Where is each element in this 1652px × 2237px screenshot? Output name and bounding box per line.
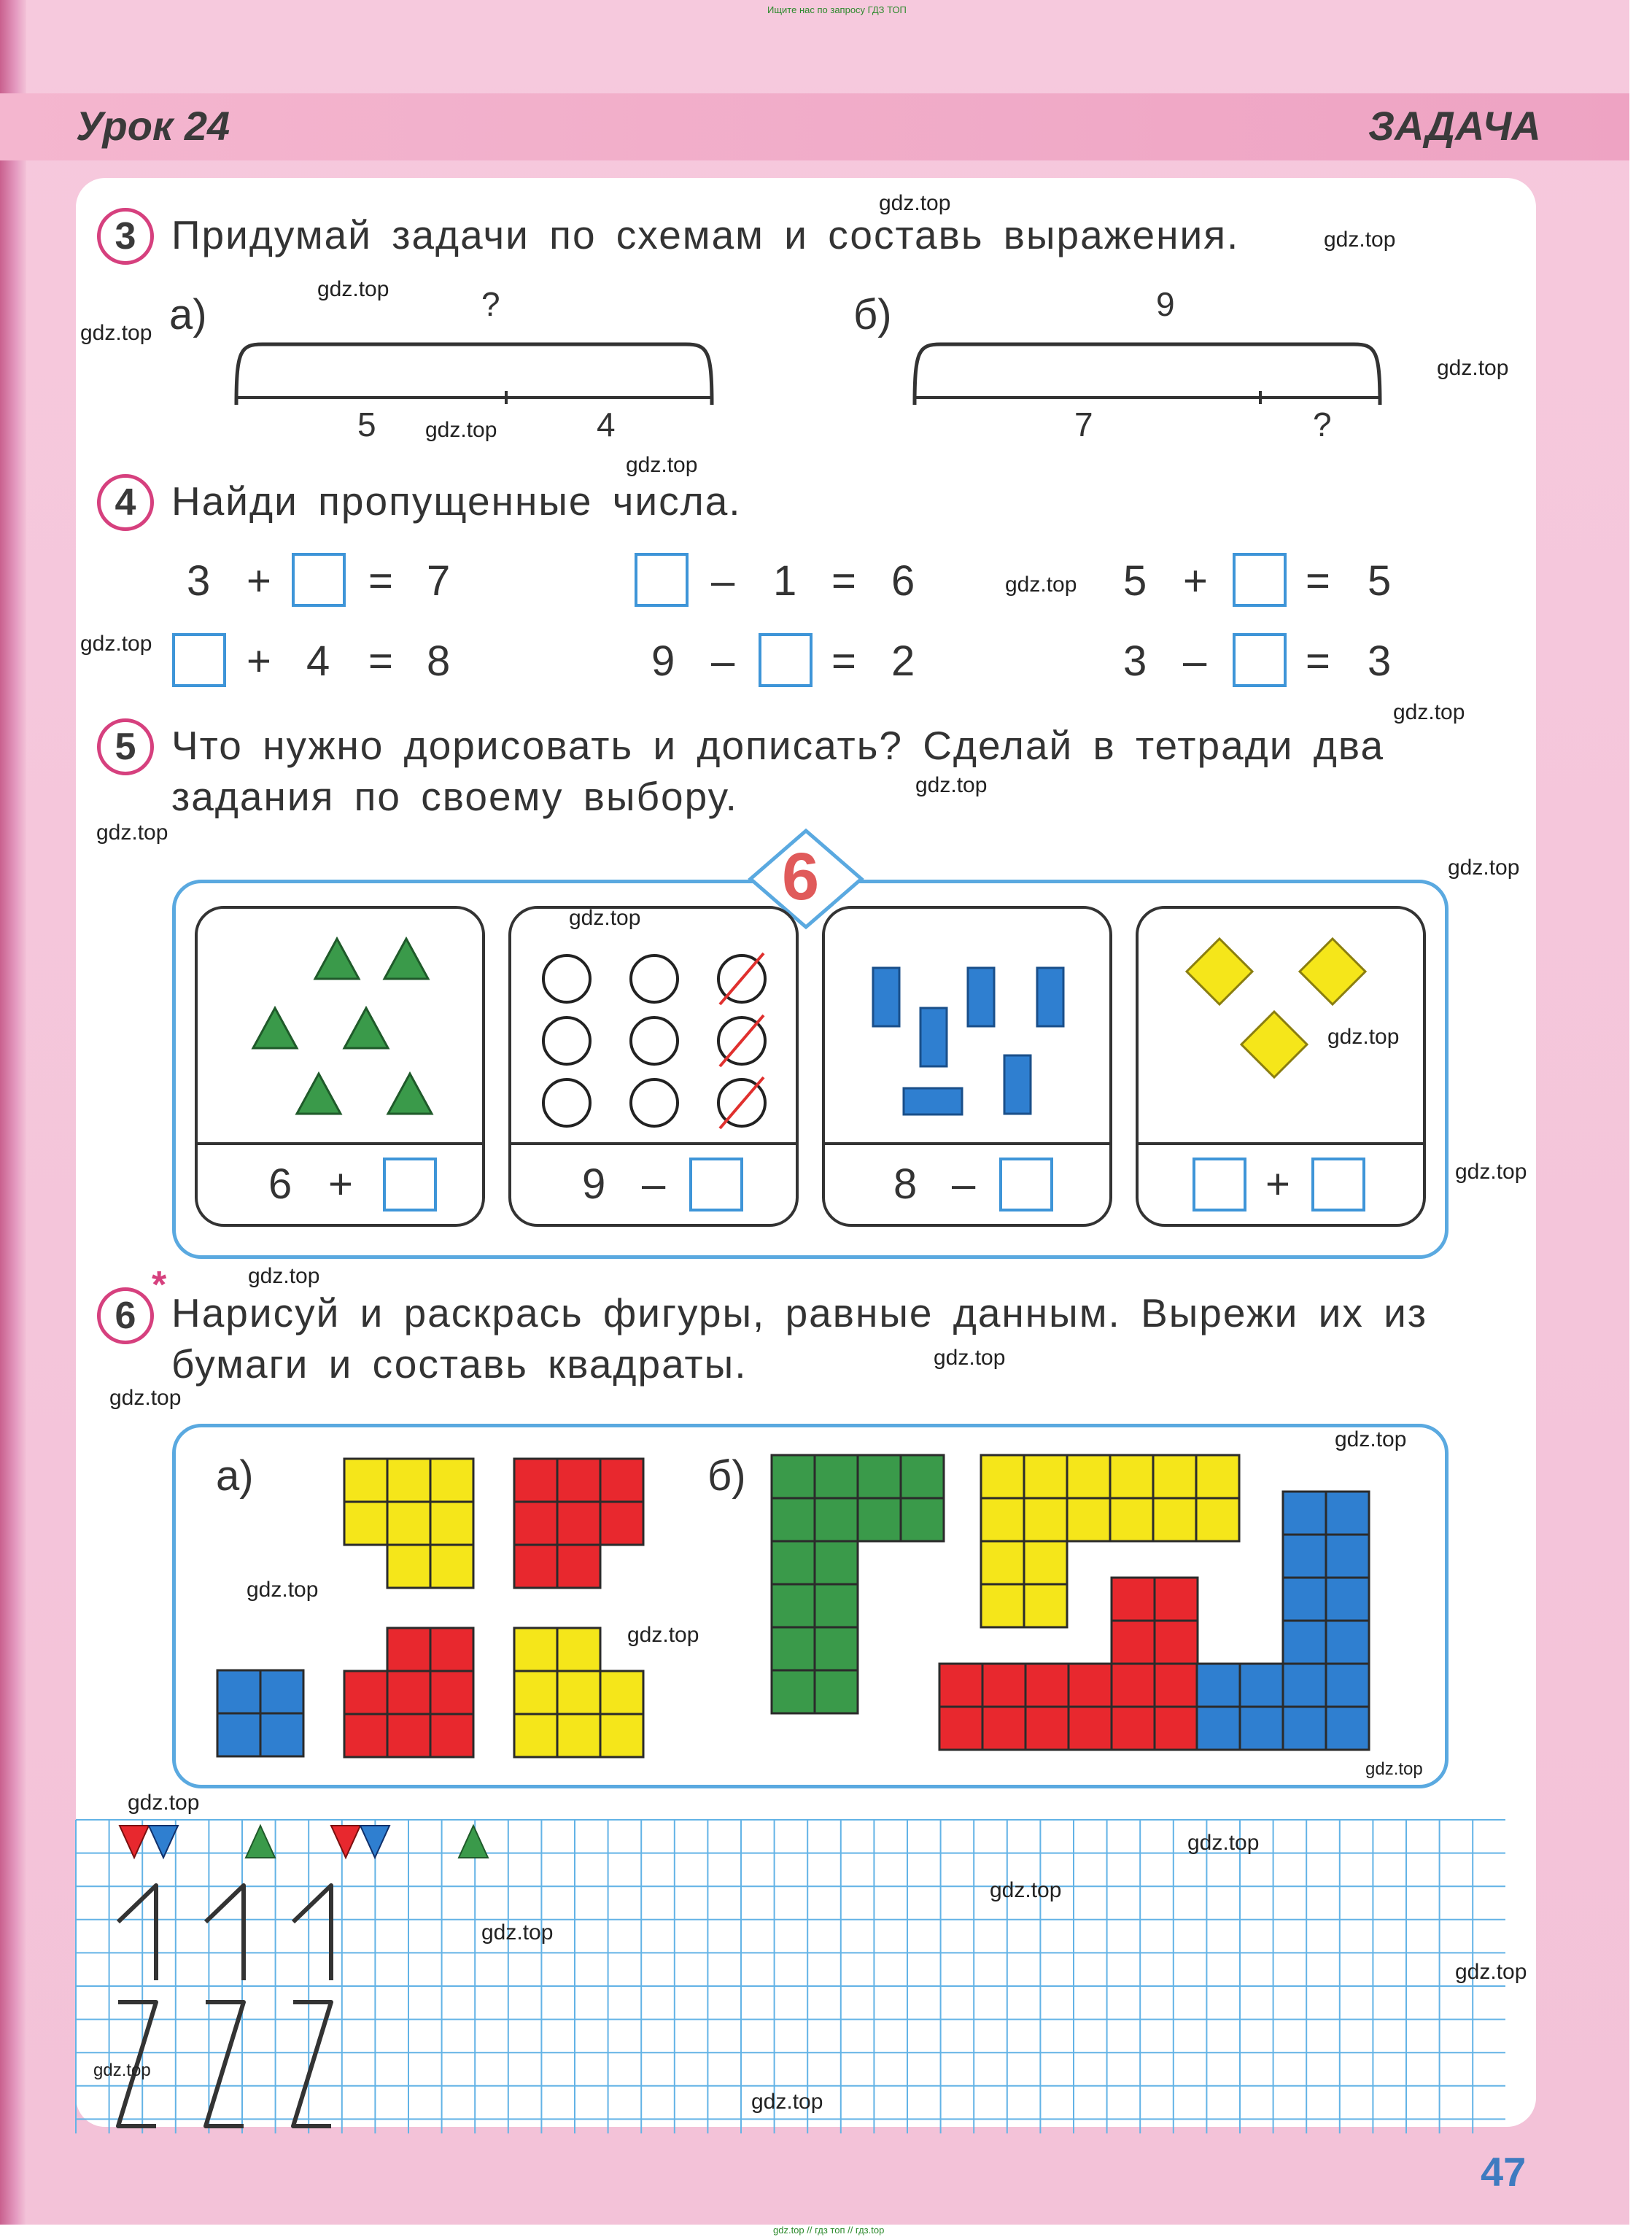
eq5-op: – <box>711 637 735 685</box>
eq2-b: 1 <box>773 557 797 605</box>
eq1-op: + <box>247 557 271 605</box>
scheme-b-right: ? <box>1313 406 1332 443</box>
topic-title: ЗАДАЧА <box>1368 103 1541 149</box>
task3-a-label: а) <box>169 291 207 338</box>
task6-star: * <box>152 1264 167 1306</box>
eq5-a: 9 <box>651 637 675 685</box>
task6-a-label: а) <box>216 1452 254 1500</box>
scheme-a-right: 4 <box>597 406 616 443</box>
task3-b-label: б) <box>853 291 892 338</box>
eq3-a: 5 <box>1123 557 1147 605</box>
card1-number: 6 <box>268 1160 292 1208</box>
scheme-a-left: 5 <box>357 406 376 443</box>
task-number-4: 4 <box>97 474 154 531</box>
handwriting-samples <box>118 1885 331 2126</box>
red-figure-a2 <box>344 1628 473 1757</box>
task3-text: Придумай задачи по схемам и составь выражения. <box>171 212 1240 257</box>
watermark: gdz.top <box>934 1346 1006 1370</box>
watermark: gdz.top <box>1324 228 1396 252</box>
watermark: gdz.top <box>80 632 152 656</box>
eq1-result: 7 <box>427 557 451 605</box>
task-number-3: 3 <box>97 208 154 265</box>
watermark: gdz.top <box>1365 1759 1423 1779</box>
bottom-banner: gdz.top // гдз топ // гдз.top <box>773 2225 885 2236</box>
watermark: gdz.top <box>751 2090 823 2114</box>
eq2-eq: = <box>831 557 856 605</box>
watermark: gdz.top <box>569 906 641 930</box>
eq4-eq: = <box>368 637 393 685</box>
watermark: gdz.top <box>1327 1025 1400 1049</box>
task5-line1: Что нужно дорисовать и дописать? Сделай в тетради два <box>171 723 1385 768</box>
eq2-result: 6 <box>891 557 915 605</box>
yellow-figure-b <box>981 1455 1239 1627</box>
watermark: gdz.top <box>1335 1427 1407 1451</box>
task6-line1: Нарисуй и раскрась фигуры, равные данным. Вырежи их из <box>171 1290 1428 1335</box>
notebook-grid <box>76 1820 1505 2133</box>
card3-op: – <box>952 1160 976 1208</box>
watermark: gdz.top <box>1393 700 1465 724</box>
watermark: gdz.top <box>1187 1831 1260 1855</box>
watermark: gdz.top <box>879 191 951 215</box>
yellow-figure-a1 <box>344 1459 473 1588</box>
task-number-6: 6 <box>97 1287 154 1344</box>
eq6-eq: = <box>1306 637 1330 685</box>
watermark: gdz.top <box>1455 1960 1527 1984</box>
scheme-b-top: 9 <box>1156 285 1175 323</box>
watermark: gdz.top <box>317 277 389 301</box>
watermark: gdz.top <box>425 418 497 442</box>
watermark: gdz.top <box>109 1386 182 1410</box>
lesson-title: Урок 24 <box>76 103 230 149</box>
watermark: gdz.top <box>627 1623 699 1647</box>
eq4-b: 4 <box>306 637 330 685</box>
green-triangle <box>459 1826 488 1858</box>
watermark: gdz.top <box>1005 573 1077 597</box>
eq6-result: 3 <box>1368 637 1392 685</box>
watermark: gdz.top <box>93 2060 151 2080</box>
page-number: 47 <box>1481 2149 1527 2195</box>
watermark: gdz.top <box>80 321 152 345</box>
task4-text: Найди пропущенные числа. <box>171 478 742 524</box>
watermark: gdz.top <box>990 1878 1062 1902</box>
card3-number: 8 <box>893 1160 918 1208</box>
watermark: gdz.top <box>1455 1160 1527 1184</box>
eq6-a: 3 <box>1123 637 1147 685</box>
eq4-result: 8 <box>427 637 451 685</box>
blue-figure-a <box>217 1670 303 1756</box>
task5-line2: задания по своему выбору. <box>171 774 738 819</box>
card2-op: – <box>642 1160 666 1208</box>
eq5-eq: = <box>831 637 856 685</box>
green-figure-b <box>772 1455 944 1713</box>
eq1-a: 3 <box>187 557 211 605</box>
red-figure-b <box>939 1578 1198 1750</box>
task6-line2: бумаги и составь квадраты. <box>171 1341 748 1387</box>
red-figure-a1 <box>514 1459 643 1588</box>
card1-op: + <box>328 1160 353 1208</box>
eq2-op: – <box>711 557 735 605</box>
top-banner: Ищите нас по запросу ГДЗ ТОП <box>767 4 907 15</box>
eq4-op: + <box>247 637 271 685</box>
watermark: gdz.top <box>1448 856 1520 880</box>
watermark: gdz.top <box>915 773 988 797</box>
badge-number: 6 <box>782 840 820 914</box>
watermark: gdz.top <box>128 1791 200 1815</box>
eq3-eq: = <box>1306 557 1330 605</box>
scheme-a-top: ? <box>481 285 500 323</box>
task-number-5: 5 <box>97 718 154 775</box>
eq5-result: 2 <box>891 637 915 685</box>
eq3-result: 5 <box>1368 557 1392 605</box>
eq6-op: – <box>1183 637 1207 685</box>
yellow-figure-a2 <box>514 1628 643 1757</box>
green-triangle <box>246 1826 275 1858</box>
watermark: gdz.top <box>481 1920 554 1945</box>
watermark: gdz.top <box>626 453 698 477</box>
scheme-b-left: 7 <box>1074 406 1093 443</box>
task6-b-label: б) <box>707 1452 746 1500</box>
card2-number: 9 <box>582 1160 606 1208</box>
watermark: gdz.top <box>96 821 168 845</box>
eq1-eq: = <box>368 557 393 605</box>
card4-op: + <box>1265 1160 1290 1208</box>
watermark: gdz.top <box>248 1264 320 1288</box>
watermark: gdz.top <box>247 1578 319 1602</box>
watermark: gdz.top <box>1437 356 1509 380</box>
eq3-op: + <box>1183 557 1208 605</box>
